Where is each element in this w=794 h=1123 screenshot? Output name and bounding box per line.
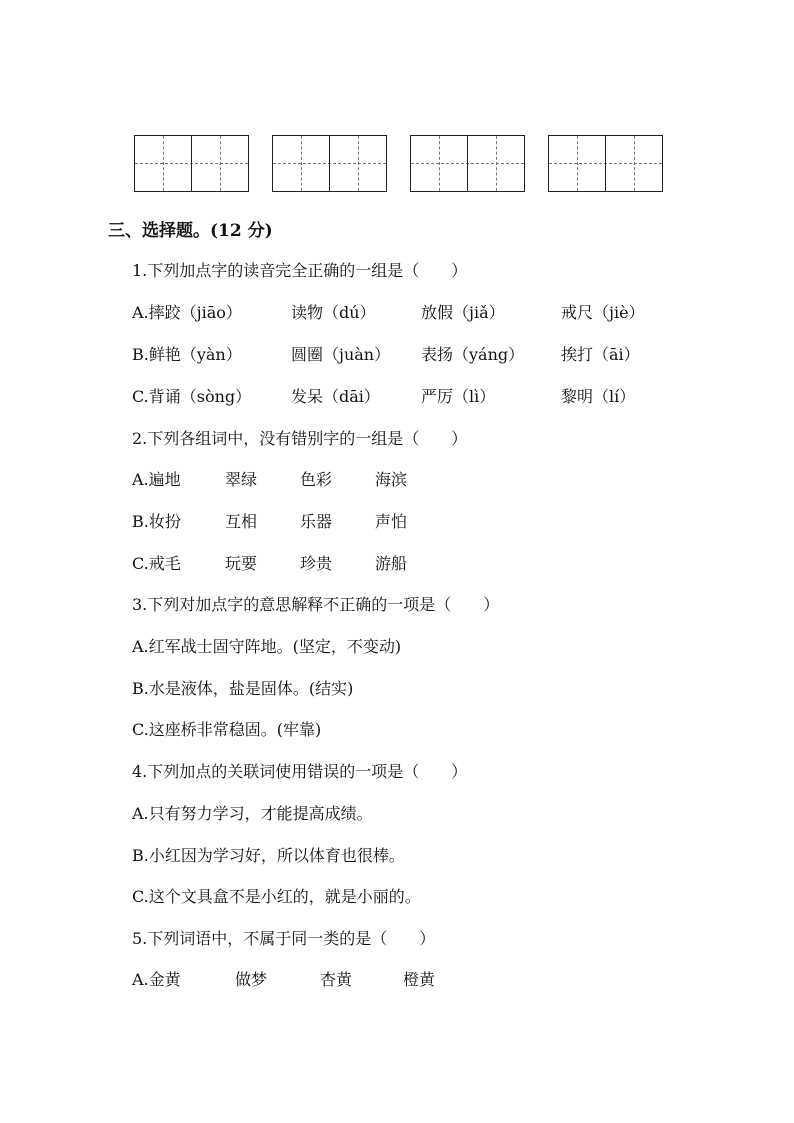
question-4-stem: 4.下列加点的关联词使用错误的一项是（ ） (132, 762, 468, 781)
option-cell: 海滨 (375, 470, 408, 489)
option-cell: C.背诵（sòng） (132, 387, 252, 406)
option-cell: 声怕 (375, 512, 408, 531)
option-cell: 游船 (375, 554, 408, 573)
question-3-option-b[interactable]: B.水是液体，盐是固体。(结实) (132, 679, 354, 698)
option-cell: 放假（jiǎ） (421, 303, 505, 322)
option-cell: 做梦 (235, 970, 268, 989)
option-cell: A.遍地 (132, 470, 181, 489)
question-5-stem: 5.下列词语中，不属于同一类的是（ ） (132, 929, 436, 948)
option-cell: 戒尺（jiè） (561, 303, 645, 322)
option-cell: 色彩 (300, 470, 333, 489)
option-cell: 表扬（yáng） (421, 345, 525, 364)
option-cell: 杏黄 (320, 970, 353, 989)
question-4-option-b[interactable]: B.小红因为学习好，所以体育也很棒。 (132, 846, 405, 865)
option-cell: 橙黄 (403, 970, 436, 989)
option-cell: 发呆（dāi） (291, 387, 380, 406)
section-title: 三、选择题。(12 分) (108, 221, 273, 241)
option-cell: 乐器 (300, 512, 333, 531)
question-3-option-c[interactable]: C.这座桥非常稳固。(牢靠) (132, 720, 322, 739)
question-4-option-a[interactable]: A.只有努力学习，才能提高成绩。 (132, 804, 373, 823)
option-cell: C.戒毛 (132, 554, 181, 573)
question-3-stem: 3.下列对加点字的意思解释不正确的一项是（ ） (132, 595, 500, 614)
option-cell: A.摔跤（jiāo） (132, 303, 242, 322)
option-cell: A.金黄 (132, 970, 181, 989)
question-4-option-c[interactable]: C.这个文具盒不是小红的，就是小丽的。 (132, 887, 421, 906)
question-2-stem: 2.下列各组词中，没有错别字的一组是（ ） (132, 429, 468, 448)
option-cell: 圆圈（juàn） (291, 345, 391, 364)
option-cell: 玩要 (225, 554, 258, 573)
question-3-option-a[interactable]: A.红军战士固守阵地。(坚定，不变动) (132, 637, 402, 656)
question-1-stem: 1.下列加点字的读音完全正确的一组是（ ） (132, 261, 468, 280)
option-cell: 严厉（lì） (421, 387, 496, 406)
option-cell: 翠绿 (225, 470, 258, 489)
writing-grid-3[interactable] (410, 135, 525, 192)
option-cell: B.鲜艳（yàn） (132, 345, 242, 364)
option-cell: B.妆扮 (132, 512, 181, 531)
writing-grid-2[interactable] (272, 135, 387, 192)
option-cell: 黎明（lí） (561, 387, 636, 406)
option-cell: 挨打（āi） (561, 345, 640, 364)
option-cell: 读物（dú） (291, 303, 376, 322)
option-cell: 珍贵 (300, 554, 333, 573)
writing-grid-4[interactable] (548, 135, 663, 192)
option-cell: 互相 (225, 512, 258, 531)
writing-grid-1[interactable] (134, 135, 249, 192)
